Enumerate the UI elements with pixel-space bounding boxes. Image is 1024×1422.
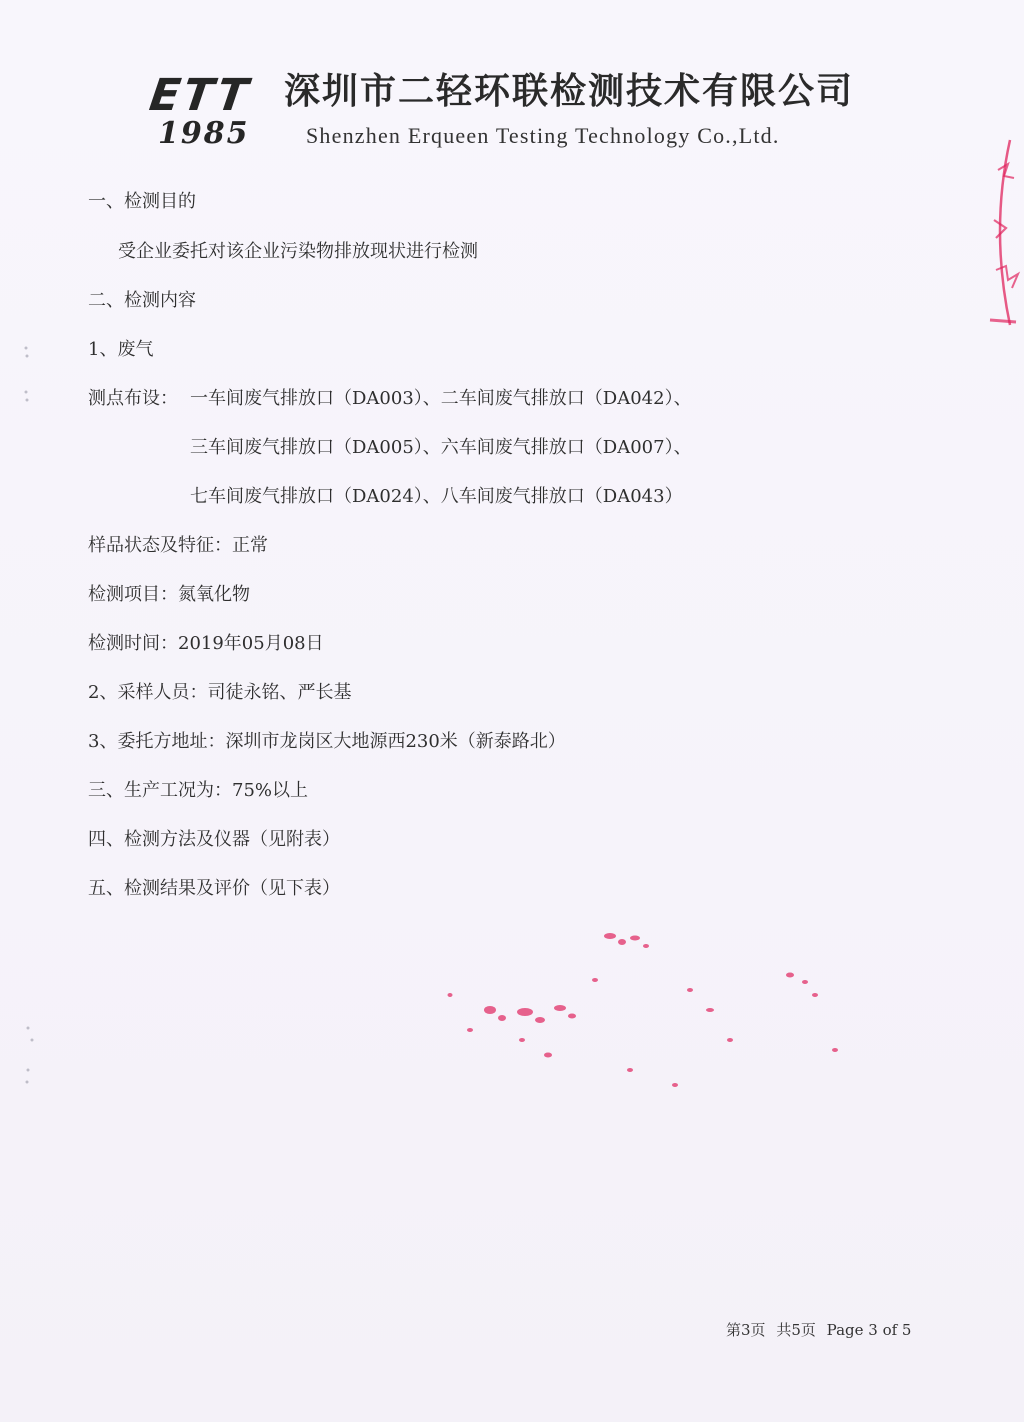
logo-year-text: 1985 [158, 116, 250, 151]
page-total-cn: 共5页 [776, 1321, 816, 1339]
test-results: 五、检测结果及评价（见下表） [88, 878, 340, 899]
sample-state: 样品状态及特征：正常 [88, 535, 268, 556]
measurement-points-label: 测点布设： [88, 388, 178, 409]
seal-fragment [980, 130, 1024, 330]
logo-ett-text: ETT [146, 70, 254, 121]
ink-splatter [430, 900, 870, 1120]
measurement-points-line-3: 七车间废气排放口（DA024）、八车间废气排放口（DA043） [190, 486, 683, 507]
measurement-points-line-1: 一车间废气排放口（DA003）、二车间废气排放口（DA042）、 [190, 388, 692, 409]
section-content-title: 二、检测内容 [88, 290, 196, 311]
measurement-points-line-2: 三车间废气排放口（DA005）、六车间废气排放口（DA007）、 [190, 437, 692, 458]
client-address: 3、委托方地址：深圳市龙岗区大地源西230米（新泰路北） [88, 731, 566, 752]
page-number-cn: 第3页 [726, 1321, 766, 1339]
company-logo [146, 70, 270, 154]
test-items: 检测项目：氮氧化物 [88, 584, 250, 605]
company-name-english: Shenzhen Erqueen Testing Technology Co.,Ltd. [306, 123, 780, 148]
test-time: 检测时间：2019年05月08日 [88, 633, 324, 654]
production-condition: 三、生产工况为：75%以上 [88, 780, 309, 801]
waste-gas-title: 1、废气 [88, 339, 154, 360]
test-methods: 四、检测方法及仪器（见附表） [88, 829, 340, 850]
company-name-chinese: 深圳市二轻环联检测技术有限公司 [284, 71, 855, 112]
section-purpose-title: 一、检测目的 [88, 191, 196, 212]
page-footer [726, 1320, 917, 1340]
page-number-en: Page 3 of 5 [826, 1321, 912, 1339]
binding-marks [18, 340, 38, 1120]
section-purpose-text: 受企业委托对该企业污染物排放现状进行检测 [118, 241, 478, 262]
samplers: 2、采样人员：司徒永铭、严长基 [88, 682, 352, 703]
